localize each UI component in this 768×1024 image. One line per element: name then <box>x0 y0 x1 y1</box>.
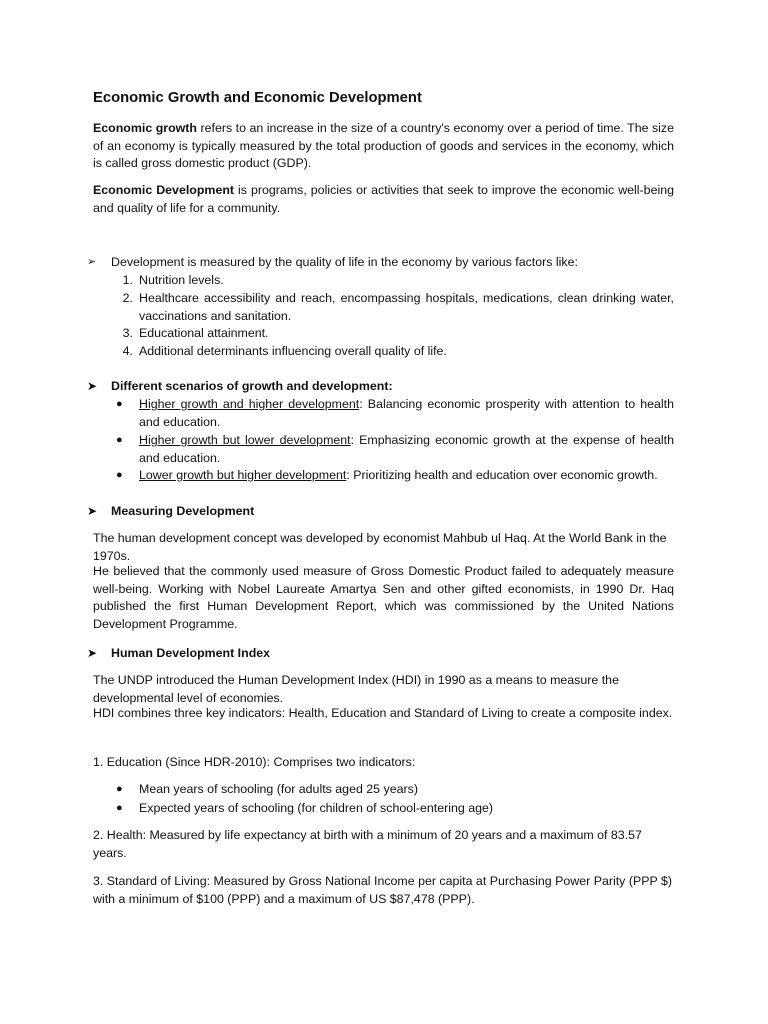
bullet-icon: ● <box>116 434 123 446</box>
arrow-bullet-icon: ➢ <box>87 256 97 268</box>
bullet-icon: ● <box>116 783 123 795</box>
hdi-living: 3. Standard of Living: Measured by Gross National Income per capita at Purchasing Power Parity (PPP $) with a minimum of $100 (PPP) and a maximum of US $87,478 (PPP). <box>93 874 672 906</box>
bullet-icon: ● <box>116 802 123 814</box>
arrow-bullet-icon: ➤ <box>87 646 98 660</box>
hdi-paragraph-1: The UNDP introduced the Human Development Index (HDI) in 1990 as a means to measure the developmental level of economies. <box>93 673 619 705</box>
bullet-icon: ● <box>116 398 123 410</box>
arrow-bullet-icon: ➤ <box>87 504 98 518</box>
development-term: Economic Development <box>93 183 235 197</box>
development-text: is programs, policies or activities that seek to improve the economic well-being and quality of life for a community. <box>93 183 674 215</box>
measuring-paragraph-1: The human development concept was developed by economist Mahbub ul Haq. At the World Bank in the 1970s. <box>93 531 667 563</box>
growth-term: Economic growth <box>93 121 198 135</box>
hdi-paragraph-2: HDI combines three key indicators: Health, Education and Standard of Living to create a composite index. <box>93 706 673 720</box>
development-paragraph <box>93 182 674 217</box>
hdi-education: 1. Education (Since HDR-2010): Comprises two indicators: <box>93 755 416 769</box>
measuring-paragraph-2: He believed that the commonly used measure of Gross Domestic Product failed to adequately measure well-being. Working with Nobel Laureate Amartya Sen and other gifted economists, in 1990 Dr. Haq published the first Human Development Report, which was commissioned by the United Nations Development Programme. <box>93 564 674 631</box>
bullet-icon: ● <box>116 469 123 481</box>
growth-paragraph <box>93 120 674 173</box>
page-title: Economic Growth and Economic Development <box>93 90 422 106</box>
arrow-bullet-icon: ➤ <box>87 379 98 393</box>
hdi-health: 2. Health: Measured by life expectancy at birth with a minimum of 20 years and a maximum of 83.57 years. <box>93 828 642 860</box>
growth-text: refers to an increase in the size of a country's economy over a period of time. The size of an economy is typically measured by the total production of goods and services in the economy, which is called gross domestic product (GDP). <box>93 121 675 171</box>
